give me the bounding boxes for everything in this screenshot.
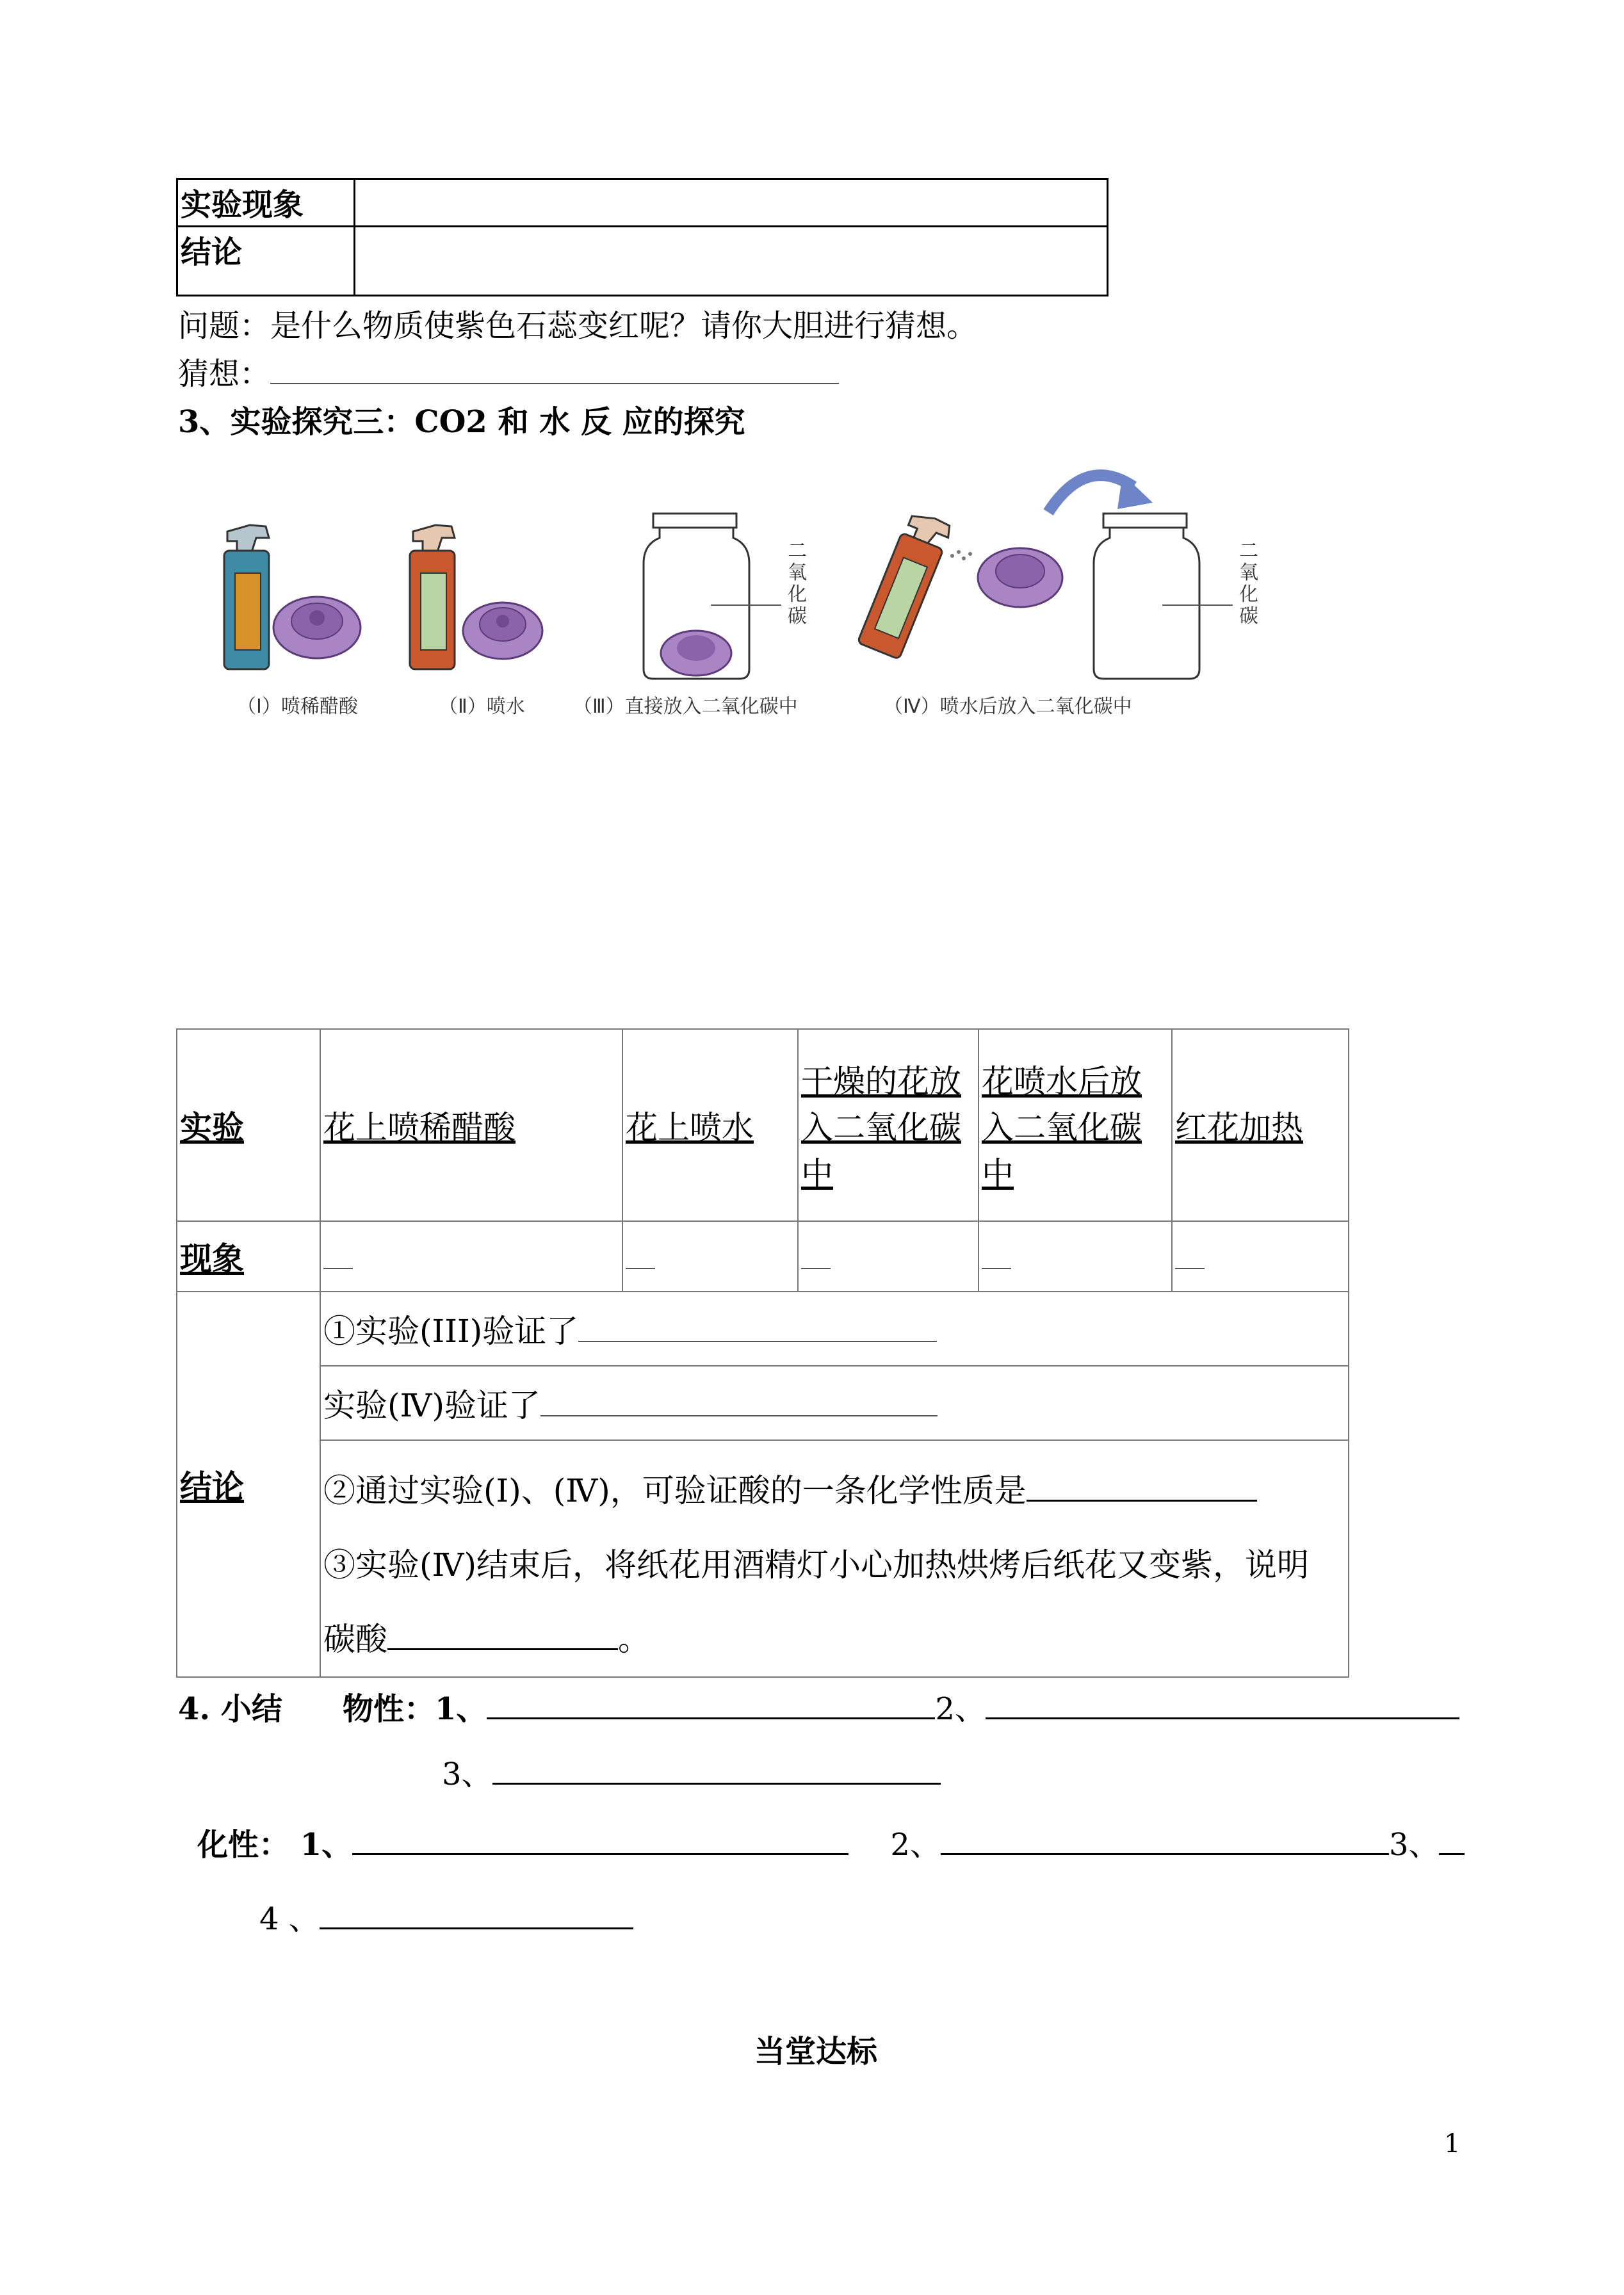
answer-blank[interactable] [492,1752,941,1785]
conclusion-label: 结论 [177,227,355,296]
col-vinegar: 花上喷稀醋酸 [320,1029,622,1221]
caption-3: （Ⅲ）直接放入二氧化碳中 [573,695,798,718]
answer-blank[interactable] [487,1687,935,1719]
answer-blank[interactable] [540,1383,938,1416]
phenomenon-row-label: 现象 [177,1221,320,1292]
answer-blank[interactable] [941,1822,1389,1855]
page-number: 1 [1444,2129,1461,2159]
caption-1: （Ⅰ）喷稀醋酸 [237,695,358,718]
guess-blank[interactable] [270,352,839,384]
answer-blank[interactable] [578,1309,937,1342]
col-wet-flower-co2: 花喷水后放入二氧化碳中 [978,1029,1172,1221]
phenomenon-cell[interactable] [320,1221,622,1292]
conclusion-cell[interactable] [355,227,1108,296]
summary-title: 4. 小结 [178,1691,282,1727]
section-title: 3、实验探究三：CO2 和 水 反 应的探究 [178,404,745,440]
answer-blank[interactable] [1027,1468,1257,1502]
conclusion-item: ①实验(III)验证了 [320,1292,1349,1366]
phenomenon-cell[interactable] [1172,1221,1349,1292]
answer-blank[interactable] [320,1897,633,1929]
answer-blank[interactable] [387,1616,618,1650]
answer-blank[interactable] [1439,1822,1465,1855]
phenomenon-label: 实验现象 [177,179,355,227]
purple-flower-icon [978,548,1062,607]
caption-4: （Ⅳ）喷水后放入二氧化碳中 [884,695,1132,718]
conclusion-item: 实验(Ⅳ)验证了 [320,1366,1349,1440]
guess-label: 猜想： [178,356,271,392]
phenomenon-cell[interactable] [622,1221,798,1292]
col-dry-flower-co2: 干燥的花放入二氧化碳中 [798,1029,978,1221]
guess-line [178,349,839,393]
purple-flower-icon [463,603,542,659]
phenomenon-cell[interactable] [798,1221,978,1292]
experiment-result-table [176,178,1108,296]
practice-heading: 当堂达标 [754,2034,878,2070]
conclusion-row-label: 结论 [177,1292,320,1677]
header-experiment: 实验 [177,1029,320,1221]
conclusion-item: ②通过实验(Ⅰ)、(Ⅳ)，可验证酸的一条化学性质是 ③实验(Ⅳ)结束后，将纸花用酒精灯小心加热烘烤后纸花又变紫，说明 碳酸 。 [320,1440,1349,1677]
question-text: 问题：是什么物质使紫色石蕊变红呢？请你大胆进行猜想。 [178,308,978,344]
purple-flower-icon [273,597,361,658]
co2-label: 二氧化碳 [788,540,807,628]
phenomenon-cell[interactable] [978,1221,1172,1292]
chemical-properties: 化性： 1、 2、 3、 [197,1820,1465,1864]
answer-blank[interactable] [352,1822,849,1855]
co2-experiment-table [176,1028,1349,1678]
chemical-property-4: 4 、 [259,1894,633,1938]
answer-blank[interactable] [986,1687,1459,1719]
caption-2: （Ⅱ）喷水 [439,695,525,718]
col-heat-red-flower: 红花加热 [1172,1029,1349,1221]
co2-label: 二氧化碳 [1239,540,1258,628]
physical-property-3: 3、 [442,1749,941,1794]
physical-properties: 物性：1、 2、 [343,1684,1459,1728]
experiment-illustration [176,442,1265,730]
col-water: 花上喷水 [622,1029,798,1221]
phenomenon-cell[interactable] [355,179,1108,227]
